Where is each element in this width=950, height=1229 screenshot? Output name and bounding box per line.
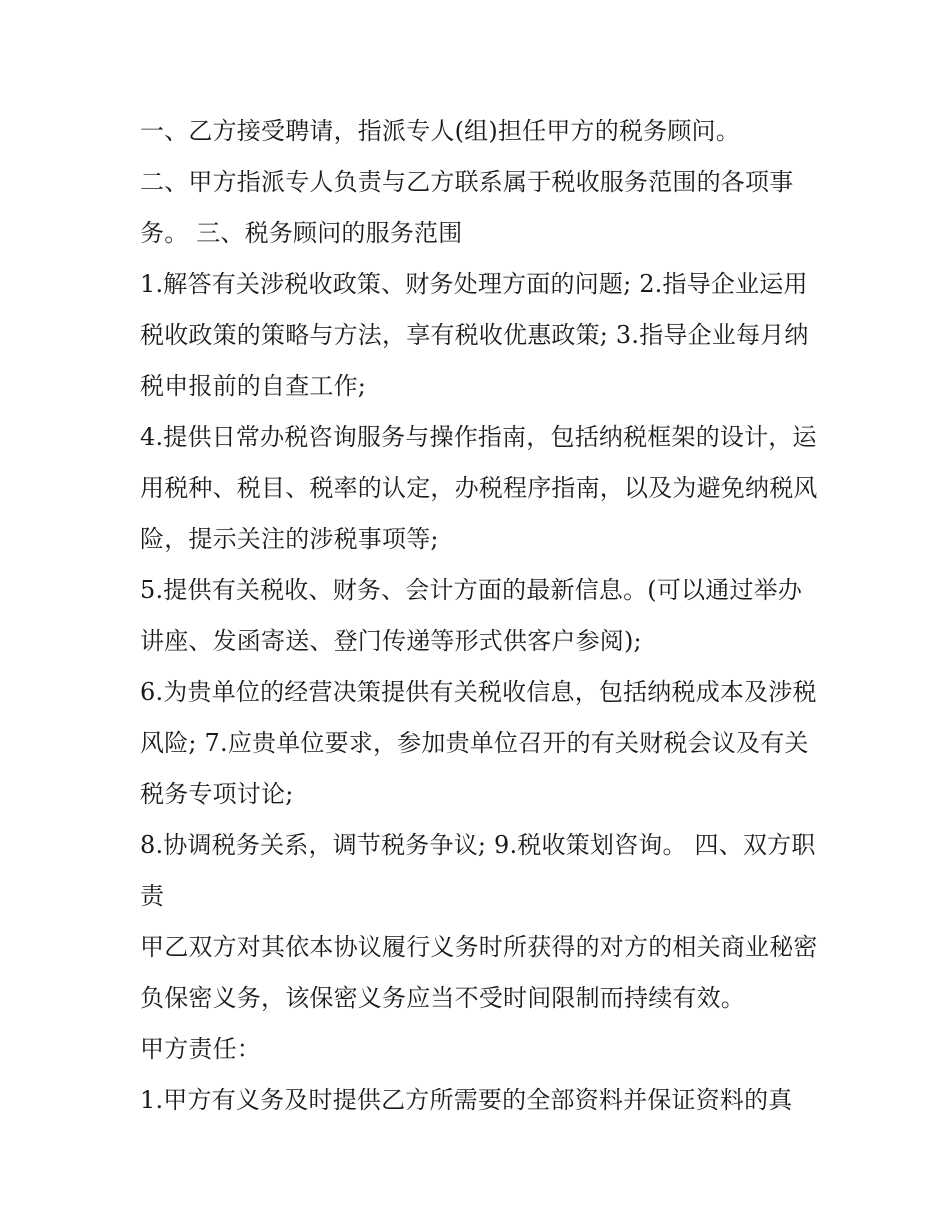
paragraph-service-5: 5.提供有关税收、财务、会计方面的最新信息。(可以通过举办讲座、发函寄送、登门传递等形式供客户参阅); [140,576,803,655]
paragraph-services-1-3: 1.解答有关涉税收政策、财务处理方面的问题; 2.指导企业运用税收政策的策略与方法，享有税收优惠政策; 3.指导企业每月纳税申报前的自查工作; [140,270,809,400]
paragraph-services-6-7: 6.为贵单位的经营决策提供有关税收信息，包括纳税成本及涉税风险; 7.应贵单位要求，参加贵单位召开的有关财税会议及有关税务专项讨论; [140,678,817,808]
paragraph-confidentiality: 甲乙双方对其依本协议履行义务时所获得的对方的相关商业秘密负保密义务，该保密义务应当不受时间限制而持续有效。 [140,933,818,1012]
paragraph-party-a-heading: 甲方责任： [140,1035,261,1063]
paragraph-service-4: 4.提供日常办税咨询服务与操作指南，包括纳税框架的设计，运用税种、税目、税率的认定，办税程序指南，以及为避免纳税风险，提示关注的涉税事项等; [140,423,818,553]
paragraph-contact-and-scope-heading: 二、甲方指派专人负责与乙方联系属于税收服务范围的各项事务。 三、税务顾问的服务范围 [140,168,794,247]
paragraph-appointment: 一、乙方接受聘请，指派专人(组)担任甲方的税务顾问。 [140,117,740,145]
document-body [140,106,820,1126]
paragraph-services-8-9-duties-heading: 8.协调税务关系，调节税务争议; 9.税收策划咨询。 四、双方职责 [140,831,816,910]
paragraph-party-a-duty-1: 1.甲方有义务及时提供乙方所需要的全部资料并保证资料的真 [140,1086,793,1114]
